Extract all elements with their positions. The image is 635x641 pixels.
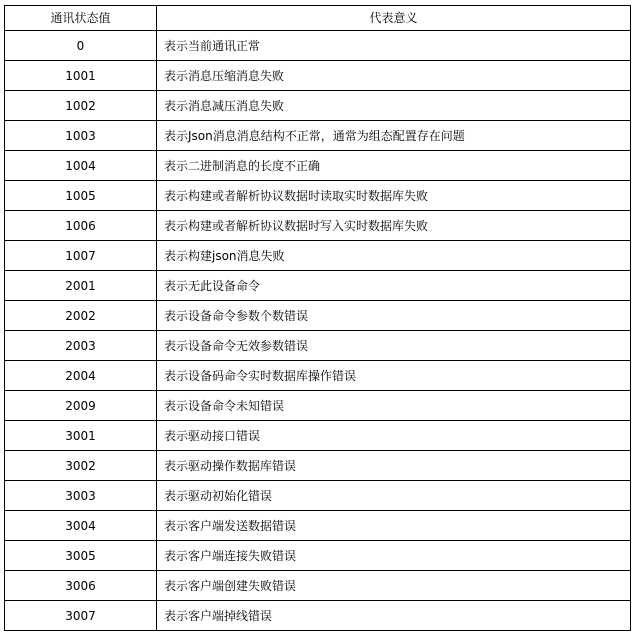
table-body <box>5 31 631 631</box>
table-row <box>5 391 631 421</box>
table-row <box>5 121 631 151</box>
code-cell: 1002 <box>5 91 157 121</box>
table-row <box>5 301 631 331</box>
status-code-table <box>4 5 631 631</box>
meaning-cell: 表示Json消息消息结构不正常，通常为组态配置存在问题 <box>157 121 631 151</box>
meaning-cell: 表示驱动初始化错误 <box>157 481 631 511</box>
code-cell: 2003 <box>5 331 157 361</box>
meaning-cell: 表示无此设备命令 <box>157 271 631 301</box>
code-cell: 3002 <box>5 451 157 481</box>
code-cell: 1005 <box>5 181 157 211</box>
meaning-cell: 表示二进制消息的长度不正确 <box>157 151 631 181</box>
table-row <box>5 361 631 391</box>
code-cell: 0 <box>5 31 157 61</box>
code-cell: 3001 <box>5 421 157 451</box>
table-row <box>5 31 631 61</box>
meaning-cell: 表示设备命令未知错误 <box>157 391 631 421</box>
header-code: 通讯状态值 <box>5 6 157 31</box>
meaning-cell: 表示构建json消息失败 <box>157 241 631 271</box>
code-cell: 2002 <box>5 301 157 331</box>
table-row <box>5 541 631 571</box>
table-row <box>5 481 631 511</box>
table-row <box>5 271 631 301</box>
meaning-cell: 表示客户端掉线错误 <box>157 601 631 631</box>
table-row <box>5 601 631 631</box>
table-row <box>5 331 631 361</box>
code-cell: 3003 <box>5 481 157 511</box>
code-cell: 2009 <box>5 391 157 421</box>
code-cell: 1001 <box>5 61 157 91</box>
table-header <box>5 6 631 31</box>
code-cell: 1007 <box>5 241 157 271</box>
table-row <box>5 211 631 241</box>
code-cell: 1004 <box>5 151 157 181</box>
meaning-cell: 表示驱动接口错误 <box>157 421 631 451</box>
header-meaning: 代表意义 <box>157 6 631 31</box>
table-row <box>5 151 631 181</box>
meaning-cell: 表示设备码命令实时数据库操作错误 <box>157 361 631 391</box>
table-row <box>5 181 631 211</box>
meaning-cell: 表示客户端连接失败错误 <box>157 541 631 571</box>
meaning-cell: 表示构建或者解析协议数据时读取实时数据库失败 <box>157 181 631 211</box>
meaning-cell: 表示设备命令参数个数错误 <box>157 301 631 331</box>
meaning-cell: 表示客户端创建失败错误 <box>157 571 631 601</box>
meaning-cell: 表示设备命令无效参数错误 <box>157 331 631 361</box>
code-cell: 3004 <box>5 511 157 541</box>
table-row <box>5 61 631 91</box>
code-cell: 1003 <box>5 121 157 151</box>
code-cell: 1006 <box>5 211 157 241</box>
meaning-cell: 表示客户端发送数据错误 <box>157 511 631 541</box>
table-row <box>5 511 631 541</box>
table-row <box>5 91 631 121</box>
code-cell: 3007 <box>5 601 157 631</box>
meaning-cell: 表示当前通讯正常 <box>157 31 631 61</box>
status-code-table-container <box>4 5 631 631</box>
header-row <box>5 6 631 31</box>
code-cell: 2001 <box>5 271 157 301</box>
table-row <box>5 451 631 481</box>
meaning-cell: 表示消息减压消息失败 <box>157 91 631 121</box>
code-cell: 3006 <box>5 571 157 601</box>
table-row <box>5 571 631 601</box>
meaning-cell: 表示驱动操作数据库错误 <box>157 451 631 481</box>
meaning-cell: 表示构建或者解析协议数据时写入实时数据库失败 <box>157 211 631 241</box>
code-cell: 2004 <box>5 361 157 391</box>
table-row <box>5 421 631 451</box>
table-row <box>5 241 631 271</box>
meaning-cell: 表示消息压缩消息失败 <box>157 61 631 91</box>
code-cell: 3005 <box>5 541 157 571</box>
